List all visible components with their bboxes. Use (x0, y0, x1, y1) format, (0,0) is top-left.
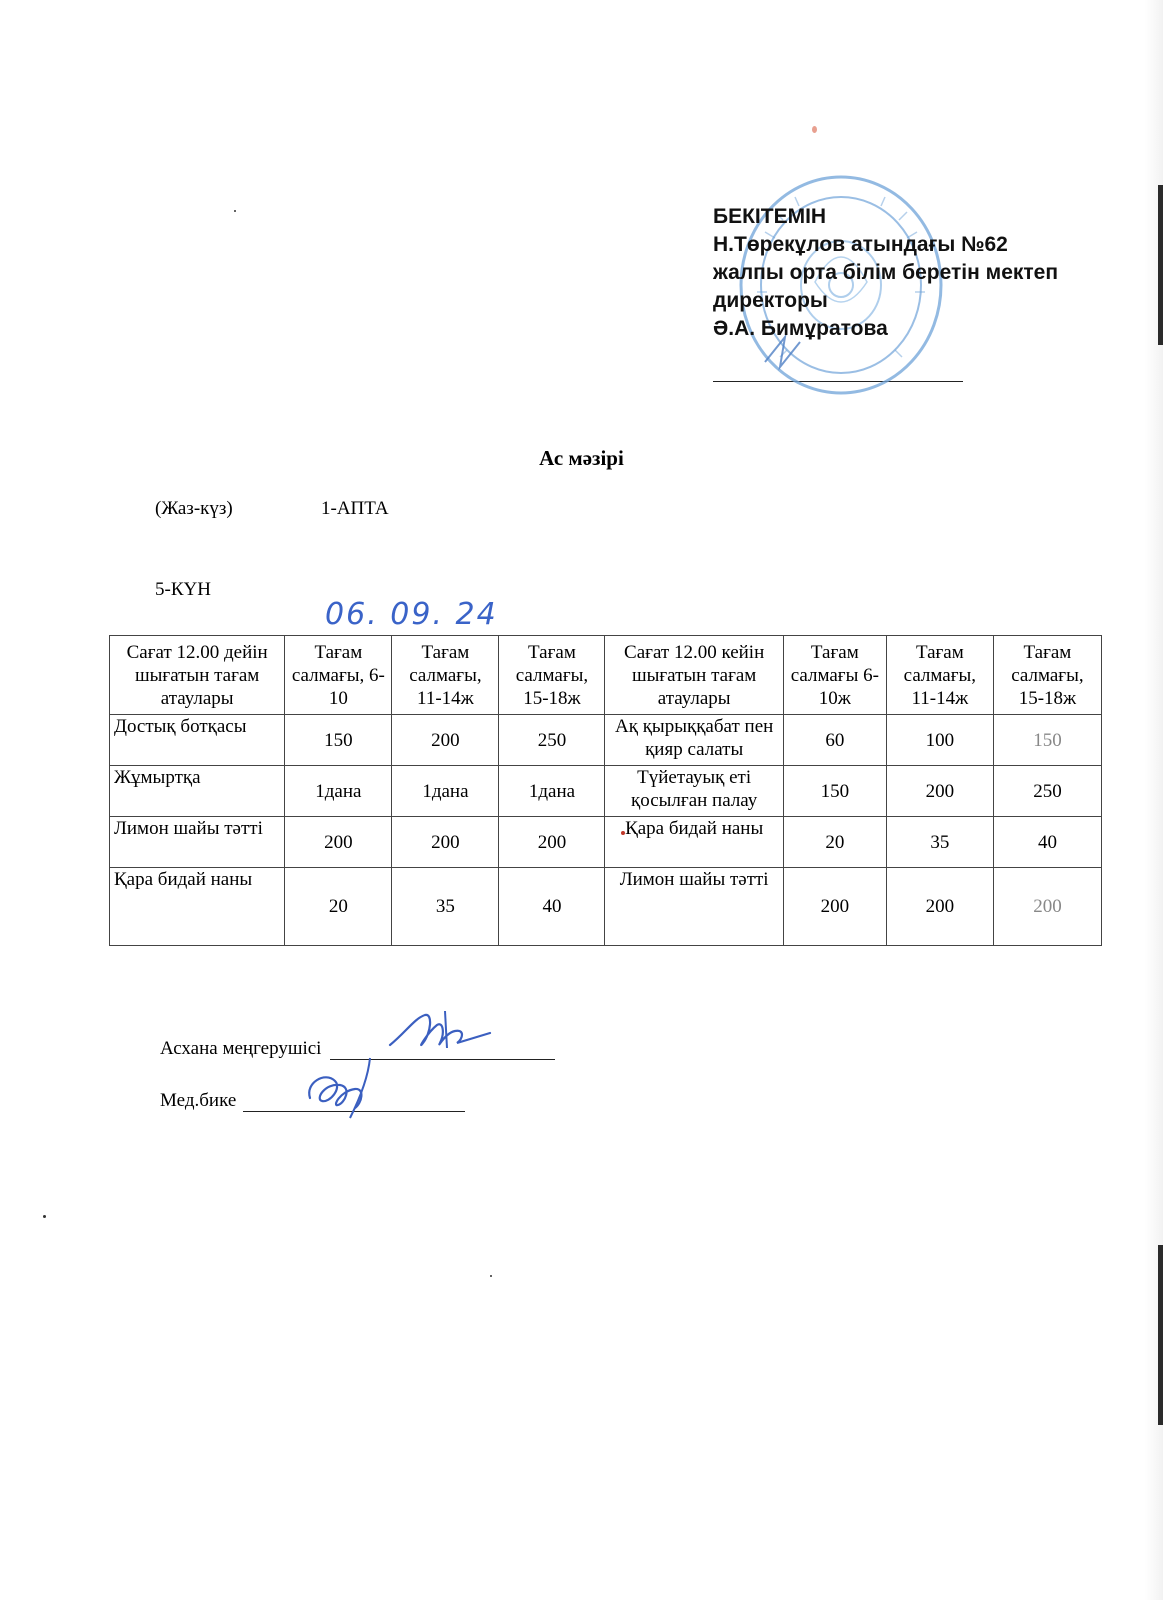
table-cell: Қара бидай наны (110, 868, 285, 946)
table-row (110, 766, 1102, 817)
table-cell: 200 (285, 817, 392, 868)
scan-edge-mark (1158, 185, 1163, 345)
ink-dot (621, 831, 625, 835)
approval-director-name: Ә.А. Бимұратова (713, 317, 888, 340)
table-cell: 40 (499, 868, 605, 946)
column-header: Сағат 12.00 дейін шығатын тағам атаулары (110, 636, 285, 715)
table-cell: 1дана (499, 766, 605, 817)
table-cell: Достық ботқасы (110, 715, 285, 766)
table-cell: 40 (993, 817, 1101, 868)
table-cell: 200 (392, 715, 499, 766)
table-cell: 35 (886, 817, 993, 868)
column-header: Тағам салмағы 6-10ж (783, 636, 886, 715)
table-cell: 20 (783, 817, 886, 868)
table-cell: 200 (499, 817, 605, 868)
table-cell: Лимон шайы тәтті (605, 868, 783, 946)
column-header: Тағам салмағы, 15-18ж (499, 636, 605, 715)
table-cell: Жұмыртқа (110, 766, 285, 817)
table-cell: 250 (993, 766, 1101, 817)
table-row (110, 715, 1102, 766)
table-cell: Лимон шайы тәтті (110, 817, 285, 868)
scan-speck (490, 1275, 492, 1277)
table-cell: 200 (783, 868, 886, 946)
approval-school-line: Н.Төрекұлов атындағы №62 (713, 233, 1008, 256)
kitchen-manager-label: Асхана меңгерушісі (160, 1038, 322, 1059)
table-cell: 1дана (392, 766, 499, 817)
table-row (110, 868, 1102, 946)
table-cell: Түйетауық еті қосылған палау (605, 766, 783, 817)
day-label: 5-КҮН (155, 579, 211, 600)
kitchen-manager-signature (385, 1003, 500, 1063)
approval-block (713, 203, 1153, 343)
approval-heading: БЕКІТЕМІН (713, 205, 827, 228)
table-cell: 200 (993, 868, 1101, 946)
table-cell: 1дана (285, 766, 392, 817)
column-header: Тағам салмағы, 11-14ж (392, 636, 499, 715)
scan-speck (812, 126, 817, 133)
table-cell: 200 (392, 817, 499, 868)
table-cell: 20 (285, 868, 392, 946)
table-row (110, 817, 1102, 868)
approval-position: директоры (713, 289, 828, 312)
table-cell: 60 (783, 715, 886, 766)
column-header: Тағам салмағы, 11-14ж (886, 636, 993, 715)
svg-text:06. 09. 24: 06. 09. 24 (325, 597, 498, 632)
table-header-row (110, 636, 1102, 715)
column-header: Тағам салмағы, 15-18ж (993, 636, 1101, 715)
menu-table (109, 635, 1102, 946)
season-label: (Жаз-күз) (155, 498, 233, 519)
page-title: Ас мәзірі (539, 446, 624, 470)
scan-edge-mark (1158, 1245, 1163, 1425)
approval-school-line: жалпы орта білім беретін мектеп (713, 261, 1059, 284)
table-cell: 250 (499, 715, 605, 766)
column-header: Сағат 12.00 кейін шығатын тағам атаулары (605, 636, 783, 715)
week-label: 1-АПТА (321, 498, 389, 519)
nurse-label: Мед.бике (160, 1090, 237, 1111)
table-cell: 200 (886, 766, 993, 817)
column-header: Тағам салмағы, 6-10 (285, 636, 392, 715)
table-cell: 200 (886, 868, 993, 946)
scan-speck (234, 210, 236, 212)
handwritten-date (325, 594, 525, 634)
table-cell: 150 (993, 715, 1101, 766)
table-cell: Қара бидай наны (605, 817, 783, 868)
table-cell: 100 (886, 715, 993, 766)
nurse-signature (300, 1053, 390, 1123)
table-cell: Ақ қырыққабат пен қияр салаты (605, 715, 783, 766)
table-cell: 150 (285, 715, 392, 766)
table-cell: 35 (392, 868, 499, 946)
table-cell: 150 (783, 766, 886, 817)
scan-speck (43, 1215, 46, 1218)
